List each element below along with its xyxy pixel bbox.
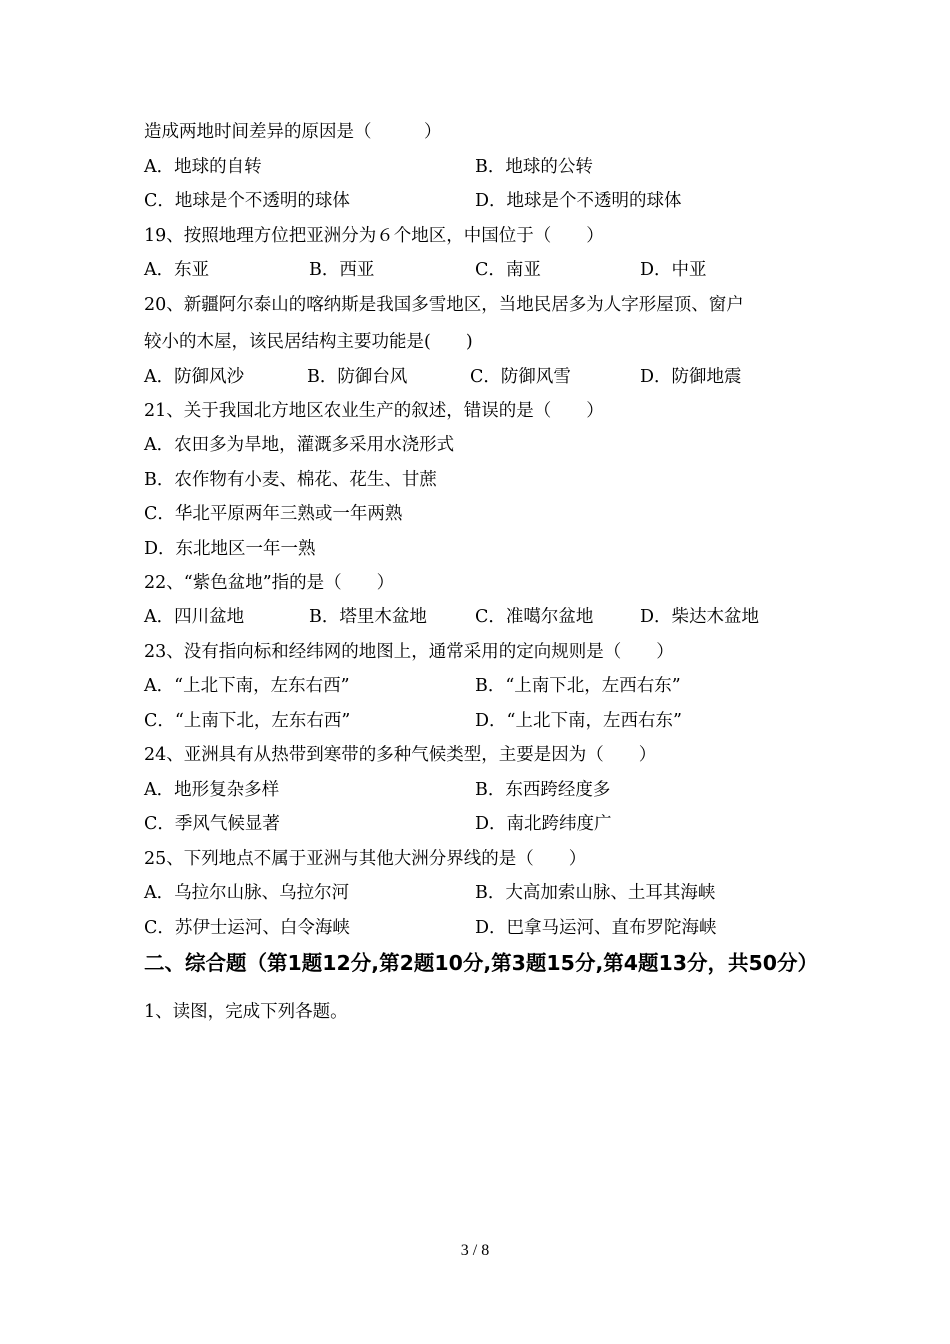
question-21-option-c: C．华北平原两年三熟或一年两熟	[144, 504, 403, 524]
question-24-option-a: A．地形复杂多样	[144, 780, 280, 800]
question-18-stem: 造成两地时间差异的原因是（ ）	[144, 122, 442, 142]
question-18-option-d: D．地球是个不透明的球体	[475, 191, 682, 211]
question-21-option-a: A．农田多为旱地，灌溉多采用水浇形式	[144, 435, 455, 455]
question-24-stem: 24、亚洲具有从热带到寒带的多种气候类型，主要是因为（ ）	[144, 745, 657, 765]
question-22-stem: 22、“紫色盆地”指的是（ ）	[144, 573, 395, 593]
question-23-option-b: B．“上南下北，左西右东”	[475, 676, 681, 696]
question-22-option-a: A．四川盆地	[144, 607, 245, 627]
section-2-heading: 二、综合题（第1题12分,第2题10分,第3题15分,第4题13分，共50分）	[144, 951, 819, 975]
question-18-option-a: A．地球的自转	[144, 157, 262, 177]
question-25-option-b: B．大高加索山脉、土耳其海峡	[475, 883, 716, 903]
question-18-option-b: B．地球的公转	[475, 157, 593, 177]
page-number: 3 / 8	[460, 1242, 490, 1259]
question-23-option-a: A．“上北下南，左东右西”	[144, 676, 350, 696]
question-24-option-b: B．东西跨经度多	[475, 780, 611, 800]
question-20-stem-line1: 20、新疆阿尔泰山的喀纳斯是我国多雪地区，当地民居多为人字形屋顶、窗户	[144, 295, 744, 315]
question-25-option-d: D．巴拿马运河、直布罗陀海峡	[475, 918, 717, 938]
question-19-stem: 19、按照地理方位把亚洲分为６个地区，中国位于（ ）	[144, 226, 604, 246]
question-22-option-c: C．准噶尔盆地	[475, 607, 594, 627]
question-22-option-d: D．柴达木盆地	[640, 607, 760, 627]
question-20-option-c: C．防御风雪	[470, 367, 571, 387]
question-25-option-a: A．乌拉尔山脉、乌拉尔河	[144, 883, 350, 903]
question-23-option-c: C．“上南下北，左东右西”	[144, 711, 351, 731]
question-20-stem-line2: 较小的木屋，该民居结构主要功能是( )	[144, 332, 473, 352]
question-19-option-a: A．东亚	[144, 260, 210, 280]
question-19-option-d: D．中亚	[640, 260, 707, 280]
question-24-option-d: D．南北跨纬度广	[475, 814, 612, 834]
section-2-question-1-stem: 1、读图，完成下列各题。	[144, 1002, 348, 1022]
question-21-stem: 21、关于我国北方地区农业生产的叙述，错误的是（ ）	[144, 401, 604, 421]
question-20-option-d: D．防御地震	[640, 367, 742, 387]
question-20-option-b: B．防御台风	[307, 367, 408, 387]
question-22-option-b: B．塔里木盆地	[309, 607, 427, 627]
question-25-stem: 25、下列地点不属于亚洲与其他大洲分界线的是（ ）	[144, 849, 587, 869]
question-18-option-c: C．地球是个不透明的球体	[144, 191, 350, 211]
question-20-option-a: A．防御风沙	[144, 367, 245, 387]
question-21-option-b: B．农作物有小麦、棉花、花生、甘蔗	[144, 470, 437, 490]
question-19-option-c: C．南亚	[475, 260, 541, 280]
question-21-option-d: D．东北地区一年一熟	[144, 539, 316, 559]
question-23-stem: 23、没有指向标和经纬网的地图上，通常采用的定向规则是（ ）	[144, 642, 674, 662]
question-25-option-c: C．苏伊士运河、白令海峡	[144, 918, 350, 938]
question-23-option-d: D．“上北下南，左西右东”	[475, 711, 682, 731]
question-24-option-c: C．季风气候显著	[144, 814, 280, 834]
question-19-option-b: B．西亚	[309, 260, 375, 280]
